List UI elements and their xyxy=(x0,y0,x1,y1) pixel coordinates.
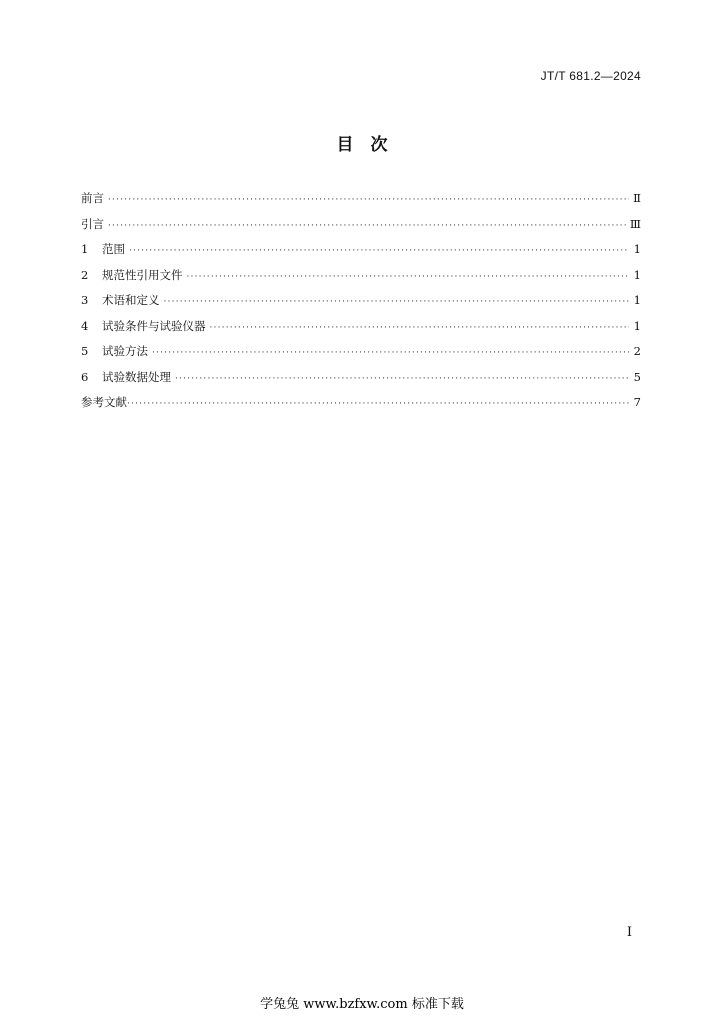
toc-entry-label: 术语和定义 xyxy=(102,293,160,307)
toc-entry-data-processing[interactable] xyxy=(81,365,641,391)
standard-number: JT/T 681.2—2024 xyxy=(540,69,641,83)
toc-entry-label: 规范性引用文件 xyxy=(102,267,183,282)
toc-entry-bibliography[interactable] xyxy=(81,390,641,416)
download-watermark: 学兔兔 www.bzfxw.com 标准下载 xyxy=(260,997,464,1012)
toc-entry-number: 2 xyxy=(81,267,89,282)
toc-entry-page: Ⅱ xyxy=(633,191,641,205)
toc-entry-terms-definitions[interactable] xyxy=(81,288,641,314)
toc-entry-page: Ⅲ xyxy=(629,216,641,231)
toc-entry-page: 1 xyxy=(633,293,641,307)
toc-entry-scope[interactable] xyxy=(81,237,641,263)
table-of-contents xyxy=(81,186,641,416)
toc-entry-test-methods[interactable] xyxy=(81,339,641,365)
toc-entry-page: 7 xyxy=(633,395,641,409)
toc-title: 目 次 xyxy=(336,135,388,155)
toc-leader-dots xyxy=(152,341,629,367)
toc-leader-dots xyxy=(164,290,630,316)
toc-entry-page: 1 xyxy=(633,242,641,256)
toc-leader-dots xyxy=(210,316,630,342)
toc-leader-dots xyxy=(175,367,629,393)
toc-entry-introduction[interactable] xyxy=(81,212,641,238)
toc-entry-label: 试验条件与试验仪器 xyxy=(102,318,206,333)
toc-entry-number: 3 xyxy=(81,293,89,307)
toc-entry-label: 参考文献 xyxy=(81,395,127,409)
toc-entry-normative-references[interactable] xyxy=(81,263,641,289)
toc-leader-dots xyxy=(127,392,629,418)
toc-entry-test-conditions[interactable] xyxy=(81,314,641,340)
toc-entry-number: 5 xyxy=(81,344,89,358)
toc-entry-number: 4 xyxy=(81,318,89,333)
toc-leader-dots xyxy=(108,214,626,240)
toc-entry-page: 5 xyxy=(633,369,641,384)
toc-entry-foreword[interactable] xyxy=(81,186,641,212)
toc-entry-page: 2 xyxy=(633,344,641,358)
toc-entry-number: 6 xyxy=(81,369,89,384)
toc-entry-label: 前言 xyxy=(81,191,104,205)
toc-leader-dots xyxy=(187,265,630,291)
page-number: I xyxy=(626,925,632,940)
toc-entry-page: 1 xyxy=(633,318,641,333)
toc-entry-number: 1 xyxy=(81,242,89,256)
toc-leader-dots xyxy=(108,188,629,214)
toc-entry-label: 试验方法 xyxy=(102,344,148,358)
toc-leader-dots xyxy=(129,239,629,265)
toc-entry-label: 范围 xyxy=(102,242,125,256)
toc-entry-label: 试验数据处理 xyxy=(102,369,171,384)
toc-entry-label: 引言 xyxy=(81,216,104,231)
toc-entry-page: 1 xyxy=(633,267,641,282)
